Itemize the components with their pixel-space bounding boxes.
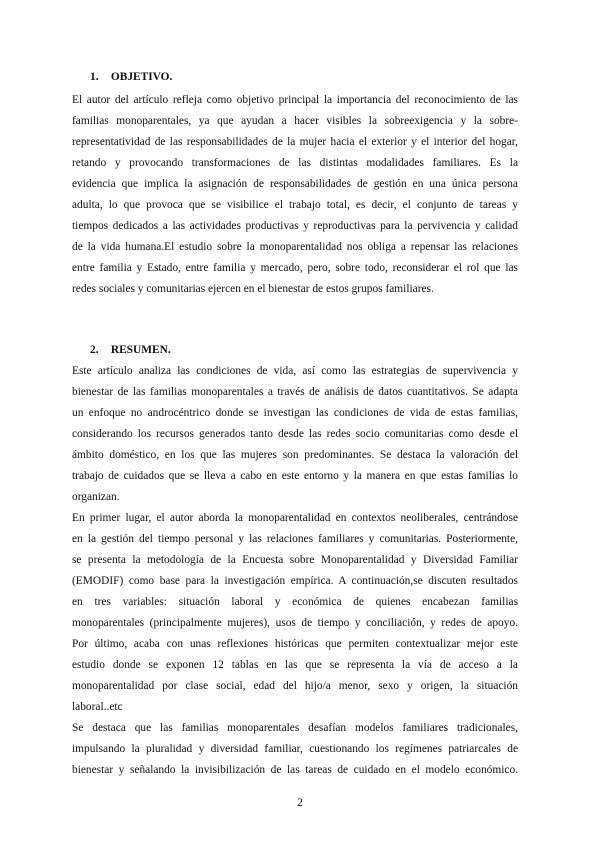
text-line: bienestar de las familias monoparentales a través de análisis de datos cuantitativos. Se adapta xyxy=(72,386,518,398)
text-line: monoparentales (principalmente mujeres), usos de tiempo y conciliación, y redes de apoyo. xyxy=(72,617,518,629)
text-line: entre familia y Estado, entre familia y mercado, pero, sobre todo, reconsiderar el rol que las xyxy=(72,262,518,274)
text-line: Se destaca que las familias monoparentales desafían modelos familiares tradicionales, xyxy=(72,722,518,734)
text-line: impulsando la pluralidad y diversidad familiar, cuestionando los regímenes patriarcales de xyxy=(72,743,518,755)
text-line: de la vida humana.El estudio sobre la monoparentalidad nos obliga a repensar las relaciones xyxy=(72,241,518,253)
text-line: estudio donde se exponen 12 tablas en las que se representa la vía de acceso a la xyxy=(72,659,518,671)
text-line: familias monoparentales, ya que ayudan a hacer visibles la sobreexigencia y la sobre- xyxy=(72,115,518,127)
text-line: monoparentalidad por clase social, edad del hijo/a menor, sexo y origen, la situación xyxy=(72,680,518,692)
text-line: retando y provocando transformaciones de las distintas modalidades familiares. Es la xyxy=(72,157,518,169)
text-line: representatividad de las responsabilidades de la mujer hacia el exterior y el interior del hogar, xyxy=(72,136,518,148)
text-line: redes sociales y comunitarias ejercen en el bienestar de estos grupos familiares. xyxy=(72,283,434,295)
text-line: (EMODIF) como base para la investigación empírica. A continuación,se discuten resultados xyxy=(72,575,518,587)
section-2-title: RESUMEN. xyxy=(110,344,171,356)
text-line: en la gestión del tiempo personal y las relaciones familiares y comunitarias. Posteriormente, xyxy=(72,533,518,545)
text-line: ámbito doméstico, en los que las mujeres son predominantes. Se destaca la valoración del xyxy=(72,449,518,461)
text-line: laboral..etc xyxy=(72,701,123,713)
text-line: considerando los recursos generados tanto desde las redes socio comunitarias como desde el xyxy=(72,428,518,440)
page-number: 2 xyxy=(297,797,303,809)
section-2-number: 2. xyxy=(90,344,99,356)
text-line: evidencia que implica la asignación de responsabilidades de gestión en una única persona xyxy=(72,178,518,190)
text-line: En primer lugar, el autor aborda la monoparentalidad en contextos neoliberales, centrándose xyxy=(72,512,518,524)
text-line: organizan. xyxy=(72,491,120,503)
section-1-heading xyxy=(90,70,536,84)
text-line: El autor del artículo refleja como objetivo principal la importancia del reconocimiento de las xyxy=(72,94,518,106)
text-line: en tres variables: situación laboral y económica de quienes encabezan familias xyxy=(72,596,518,608)
text-line: se presenta la metodología de la Encuesta sobre Monoparentalidad y Diversidad Familiar xyxy=(72,554,518,566)
text-line: Por último, acaba con unas reflexiones históricas que permiten contextualizar mejor este xyxy=(72,638,518,650)
text-line: trabajo de cuidados que se lleva a cabo en este entorno y la manera en que estas familias lo xyxy=(72,470,518,482)
text-line: Este artículo analiza las condiciones de vida, así como las estrategias de supervivencia y xyxy=(72,365,518,377)
text-line: bienestar y señalando la invisibilización de las tareas de cuidado en el modelo económico. xyxy=(72,764,518,776)
text-line: tiempos dedicados a las actividades productivas y reproductivas para la pervivencia y calidad xyxy=(72,220,518,232)
text-line: un enfoque no androcéntrico donde se investigan las condiciones de vida de estas familias, xyxy=(72,407,518,419)
section-1-title: OBJETIVO. xyxy=(110,71,173,83)
text-line: adulta, lo que provoca que se visibilice el trabajo total, es decir, el conjunto de tareas y xyxy=(72,199,518,211)
section-2-heading xyxy=(90,343,536,357)
section-1-number: 1. xyxy=(90,71,99,83)
